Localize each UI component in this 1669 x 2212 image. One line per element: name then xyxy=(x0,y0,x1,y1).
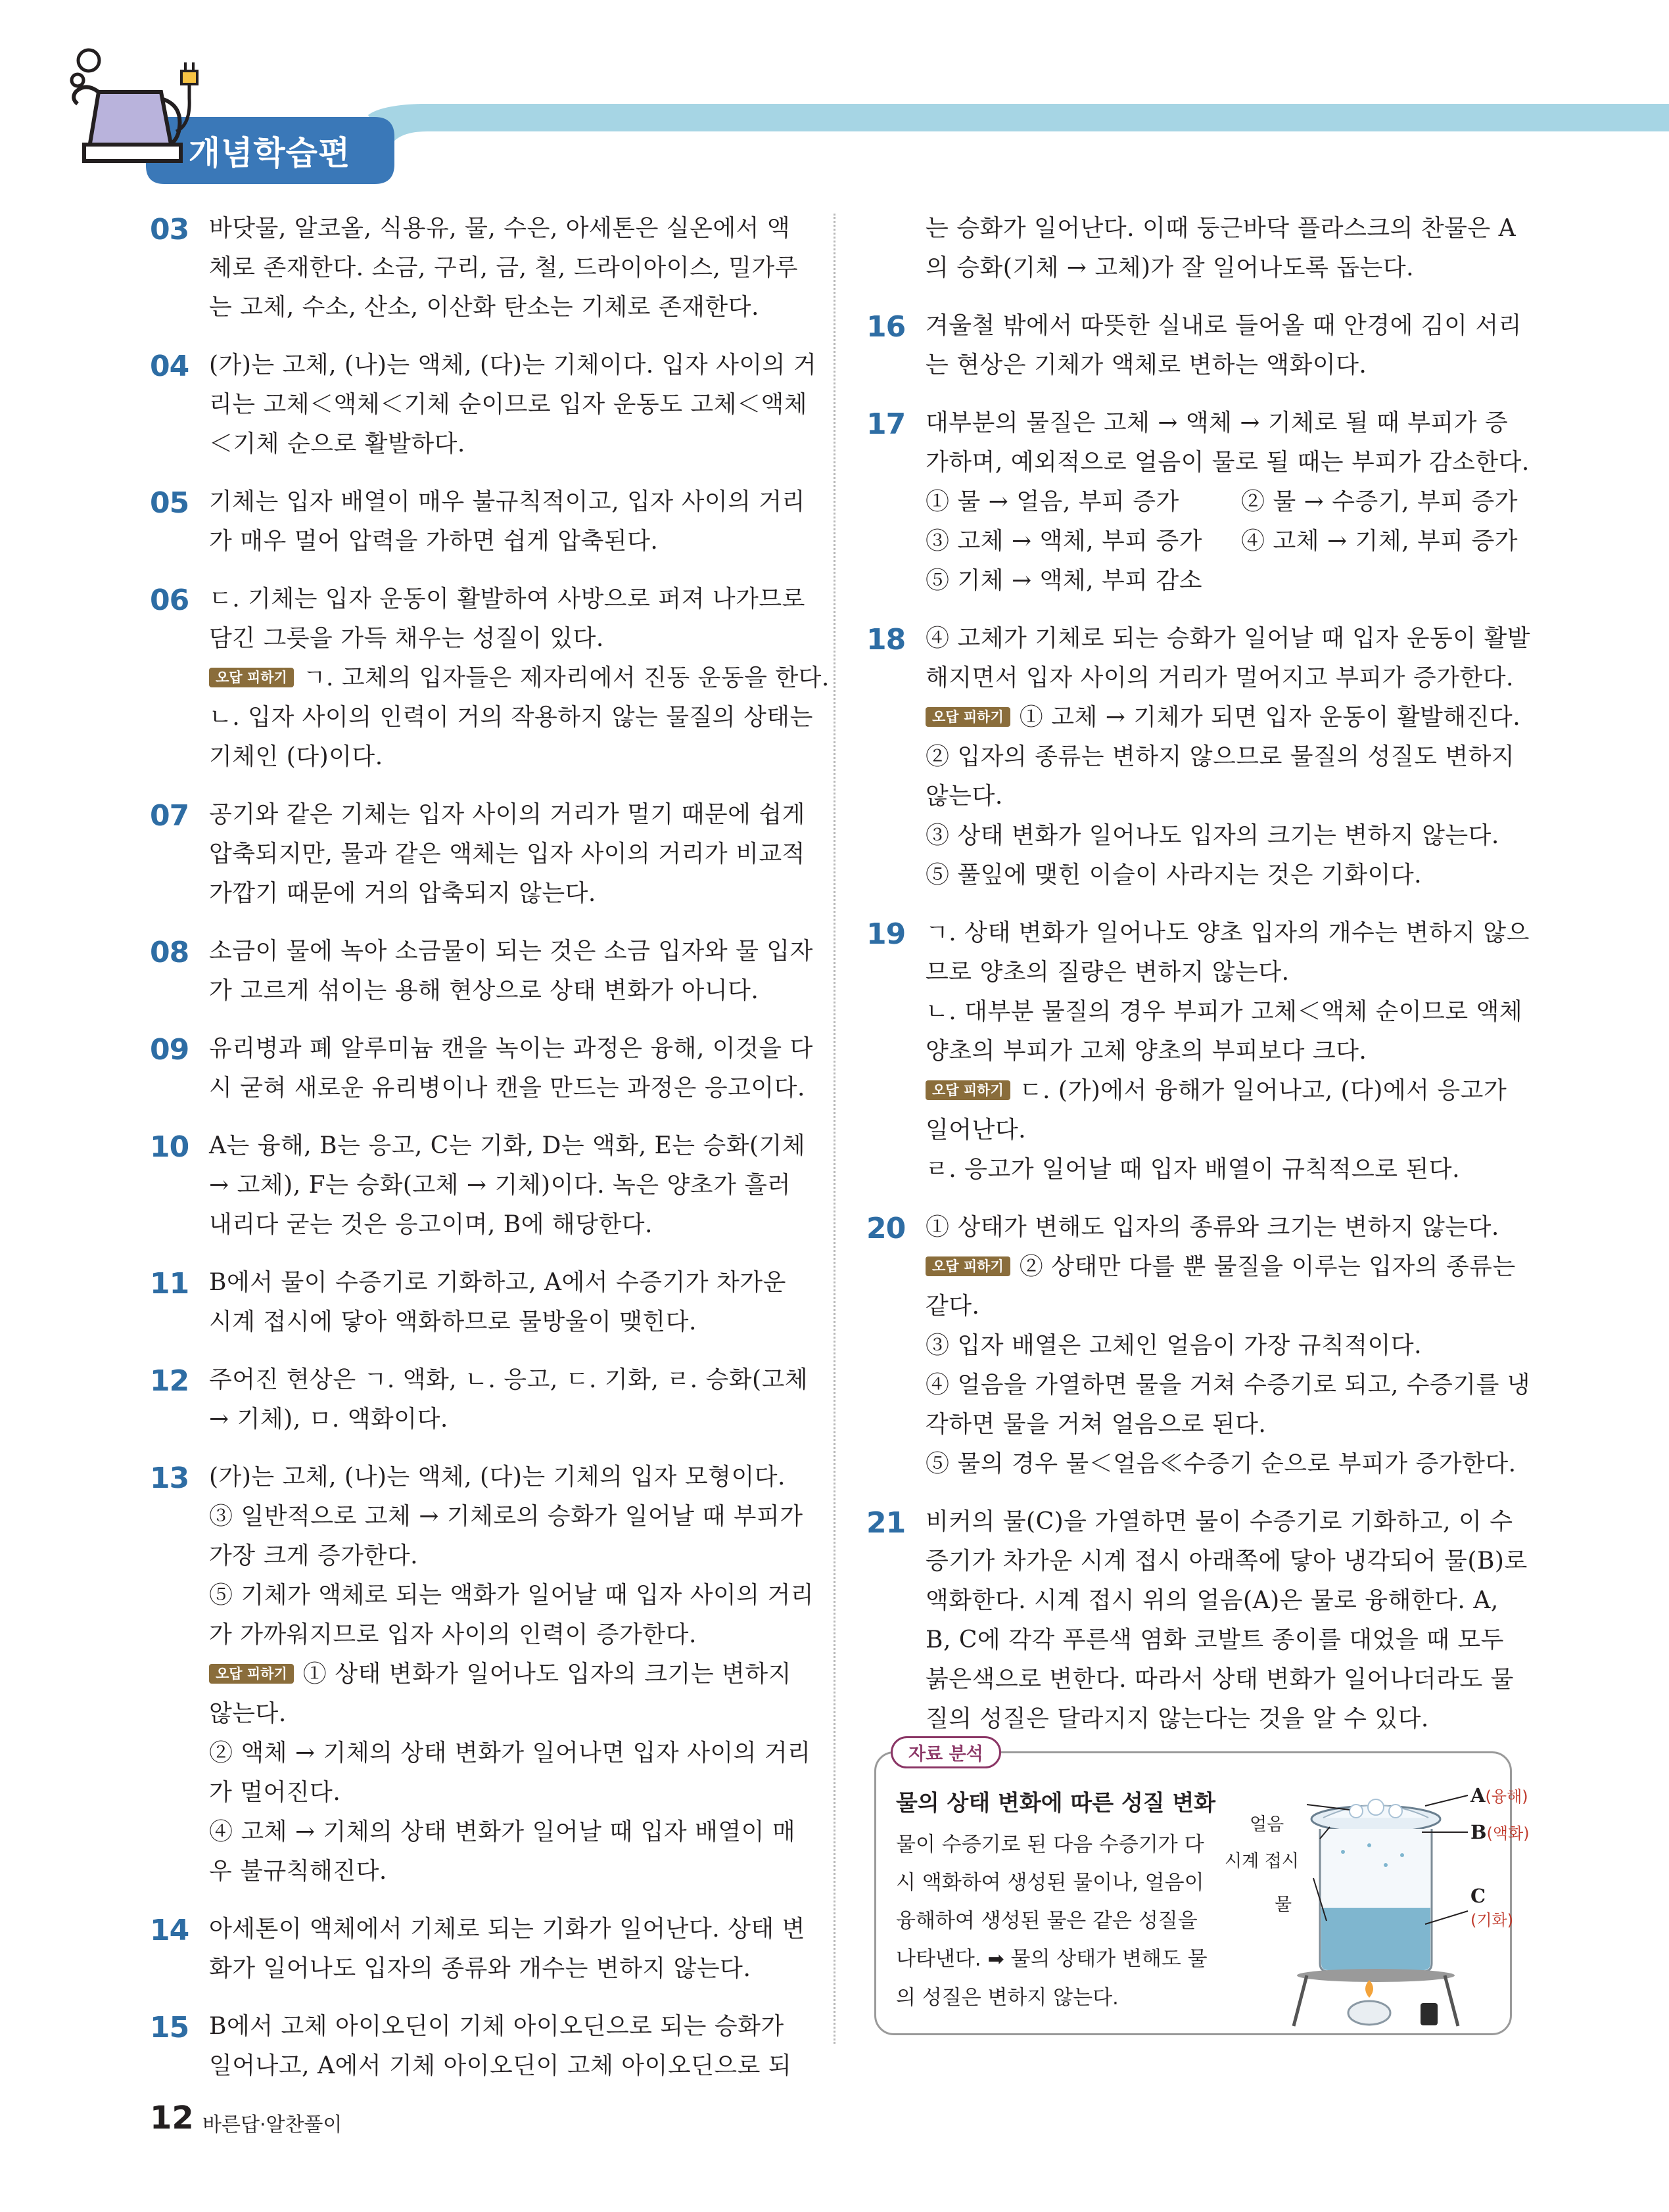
badge-line xyxy=(926,1247,1518,1287)
analysis-line: 시 액화하여 생성된 물이나, 얼음이 xyxy=(896,1871,1204,1895)
item-line: 의 승화(기체 → 고체)가 잘 일어나도록 돕는다. xyxy=(926,254,1415,281)
item-line: 가 가까워지므로 입자 사이의 인력이 증가한다. xyxy=(209,1621,697,1648)
item-number: 18 xyxy=(866,623,906,657)
item-line: ⑤ 기체가 액체로 되는 액화가 일어날 때 입자 사이의 거리 xyxy=(209,1582,814,1609)
right-column xyxy=(866,209,1531,1757)
option-list xyxy=(926,482,1518,601)
item-number: 15 xyxy=(150,2011,189,2044)
footer-title: 바른답·알찬풀이 xyxy=(202,2113,342,2136)
item-number: 11 xyxy=(150,1267,189,1301)
item-line: 비커의 물(C)을 가열하면 물이 수증기로 기화하고, 이 수 xyxy=(926,1508,1513,1535)
item-number: 14 xyxy=(150,1914,189,1947)
answer-item xyxy=(866,306,1522,385)
answer-item xyxy=(150,932,813,1011)
answer-item xyxy=(866,1502,1528,1739)
item-line: 해지면서 입자 사이의 거리가 멀어지고 부피가 증가한다. xyxy=(926,664,1514,691)
item-line: 일어난다. xyxy=(926,1117,1027,1143)
item-line: 양초의 부피가 고체 양초의 부피보다 크다. xyxy=(926,1038,1367,1065)
wrong-answer-badge: 오답 피하기 xyxy=(209,668,294,687)
label-a xyxy=(1470,1784,1528,1807)
analysis-line xyxy=(896,1940,1238,1979)
item-line: → 고체), F는 승화(고체 → 기체)이다. 녹은 양초가 흘러 xyxy=(209,1172,791,1199)
label-a-note: (융해) xyxy=(1485,1787,1528,1806)
arrow-right-icon: ➡ xyxy=(987,1948,1004,1971)
item-line: ② 액체 → 기체의 상태 변화가 일어나면 입자 사이의 거리 xyxy=(209,1740,811,1766)
left-column xyxy=(150,209,830,2104)
item-line: (가)는 고체, (나)는 액체, (다)는 기체의 입자 모형이다. xyxy=(209,1463,786,1490)
badge-line-text: ② 상태만 다를 뿐 물질을 이루는 입자의 종류는 xyxy=(1019,1253,1516,1280)
badge-line-text: ① 상태 변화가 일어나도 입자의 크기는 변하지 xyxy=(302,1661,791,1688)
item-number: 13 xyxy=(150,1462,189,1495)
item-line: 가하며, 예외적으로 얼음이 물로 될 때는 부피가 감소한다. xyxy=(926,449,1530,476)
item-line: ㄷ. 기체는 입자 운동이 활발하여 사방으로 퍼져 나가므로 xyxy=(209,586,805,612)
item-number: 03 xyxy=(150,213,189,246)
answer-item xyxy=(150,795,805,913)
label-watch-glass: 시계 접시 xyxy=(1225,1851,1299,1872)
item-line: ＜기체 순으로 활발하다. xyxy=(209,430,465,457)
item-line: 므로 양초의 질량은 변하지 않는다. xyxy=(926,959,1290,986)
item-line: 화가 일어나도 입자의 종류와 개수는 변하지 않는다. xyxy=(209,1955,751,1982)
badge-line-text: ① 고체 → 기체가 되면 입자 운동이 활발해진다. xyxy=(1019,704,1521,731)
item-line: ㄹ. 응고가 일어날 때 입자 배열이 규칙적으로 된다. xyxy=(926,1156,1461,1183)
item-line: ㄱ. 상태 변화가 일어나도 양초 입자의 개수는 변하지 않으 xyxy=(926,919,1530,946)
item-number: 16 xyxy=(866,310,906,344)
option-item: ② 물 → 수증기, 부피 증가 xyxy=(1241,488,1518,515)
item-line: 않는다. xyxy=(209,1700,287,1727)
page-header xyxy=(0,0,1669,197)
item-line: 같다. xyxy=(926,1293,980,1320)
answer-item xyxy=(866,403,1530,601)
answer-item xyxy=(150,1126,806,1245)
item-line: → 기체), ㅁ. 액화이다. xyxy=(209,1406,448,1433)
option-item: ④ 고체 → 기체, 부피 증가 xyxy=(1241,528,1518,555)
item-line: 주어진 현상은 ㄱ. 액화, ㄴ. 응고, ㄷ. 기화, ㄹ. 승화(고체 xyxy=(209,1366,809,1393)
wrong-answer-badge: 오답 피하기 xyxy=(926,707,1010,727)
label-c-letter: C xyxy=(1470,1885,1486,1907)
item-number: 10 xyxy=(150,1130,189,1164)
item-line: 체로 존재한다. 소금, 구리, 금, 철, 드라이아이스, 밀가루 xyxy=(209,254,799,281)
option-item: ⑤ 기체 → 액체, 부피 감소 xyxy=(926,567,1203,594)
label-ice: 얼음 xyxy=(1250,1814,1284,1835)
item-line: A는 융해, B는 응고, C는 기화, D는 액화, E는 승화(기체 xyxy=(209,1132,806,1159)
page-number: 12 xyxy=(150,2100,194,2136)
item-number: 07 xyxy=(150,799,189,833)
column-divider xyxy=(834,214,835,2044)
label-b-note: (액화) xyxy=(1486,1824,1530,1843)
item-line: 는 고체, 수소, 산소, 이산화 탄소는 기체로 존재한다. xyxy=(209,294,759,321)
item-line: ⑤ 물의 경우 물＜얼음≪수증기 순으로 부피가 증가한다. xyxy=(926,1450,1516,1477)
answer-item xyxy=(150,1458,814,1891)
analysis-line: 의 성질은 변하지 않는다. xyxy=(896,1986,1119,2010)
label-water: 물 xyxy=(1275,1895,1292,1915)
item-line: 내리다 굳는 것은 응고이며, B에 해당한다. xyxy=(209,1211,653,1238)
wrong-answer-badge: 오답 피하기 xyxy=(926,1080,1010,1100)
item-number: 09 xyxy=(150,1033,189,1067)
badge-line xyxy=(209,1655,797,1694)
item-line: 겨울철 밖에서 따뜻한 실내로 들어올 때 안경에 김이 서리 xyxy=(926,312,1522,339)
item-line: ④ 얼음을 가열하면 물을 거쳐 수증기로 되고, 수증기를 냉 xyxy=(926,1371,1531,1398)
item-line: 우 불규칙해진다. xyxy=(209,1858,387,1885)
item-line: B에서 물이 수증기로 기화하고, A에서 수증기가 차가운 xyxy=(209,1269,786,1296)
item-number: 06 xyxy=(150,584,189,617)
item-line: 증기가 차가운 시계 접시 아래쪽에 닿아 냉각되어 물(B)로 xyxy=(926,1548,1528,1575)
item-line: 붉은색으로 변한다. 따라서 상태 변화가 일어나더라도 물 xyxy=(926,1666,1514,1693)
badge-line xyxy=(926,698,1521,737)
item-line: ㄴ. 대부분 물질의 경우 부피가 고체＜액체 순이므로 액체 xyxy=(926,998,1523,1025)
answer-item xyxy=(150,346,817,464)
answer-item xyxy=(150,1910,805,1989)
section-label: 개념학습편 xyxy=(188,134,351,172)
item-line: 시계 접시에 닿아 액화하므로 물방울이 맺힌다. xyxy=(209,1308,697,1335)
item-line: 공기와 같은 기체는 입자 사이의 거리가 멀기 때문에 쉽게 xyxy=(209,801,805,828)
item-line: ㄴ. 입자 사이의 인력이 거의 작용하지 않는 물질의 상태는 xyxy=(209,704,813,731)
answer-item xyxy=(150,482,805,561)
item-number: 04 xyxy=(150,350,189,383)
item-line: 리는 고체＜액체＜기체 순이므로 입자 운동도 고체＜액체 xyxy=(209,391,808,418)
label-b xyxy=(1470,1820,1530,1843)
badge-line-text: ㄷ. (가)에서 융해가 일어나고, (다)에서 응고가 xyxy=(1019,1077,1507,1104)
wrong-answer-badge: 오답 피하기 xyxy=(926,1256,1010,1276)
item-line: ④ 고체가 기체로 되는 승화가 일어날 때 입자 운동이 활발 xyxy=(926,625,1531,652)
item-line: 액화한다. 시계 접시 위의 얼음(A)은 물로 융해한다. A, xyxy=(926,1587,1499,1614)
badge-line xyxy=(209,658,830,698)
item-line: 기체는 입자 배열이 매우 불규칙적이고, 입자 사이의 거리 xyxy=(209,488,805,515)
header-band xyxy=(368,104,1669,151)
item-line: ③ 상태 변화가 일어나도 입자의 크기는 변하지 않는다. xyxy=(926,822,1499,849)
item-line: ③ 일반적으로 고체 → 기체로의 승화가 일어날 때 부피가 xyxy=(209,1503,803,1530)
analysis-box xyxy=(874,1744,1530,2035)
answer-item xyxy=(150,1360,809,1439)
item-line: 는 현상은 기체가 액체로 변하는 액화이다. xyxy=(926,352,1367,379)
item-number: 12 xyxy=(150,1364,189,1398)
item-line: 유리병과 폐 알루미늄 캔을 녹이는 과정은 융해, 이것을 다 xyxy=(209,1035,813,1062)
item-line: 소금이 물에 녹아 소금물이 되는 것은 소금 입자와 물 입자 xyxy=(209,938,813,965)
item-number: 21 xyxy=(866,1506,906,1540)
answer-item xyxy=(866,913,1530,1189)
item-number: 19 xyxy=(866,917,906,951)
option-item: ① 물 → 얼음, 부피 증가 xyxy=(926,488,1179,515)
item-line: 시 굳혀 새로운 유리병이나 캔을 만드는 과정은 응고이다. xyxy=(209,1074,805,1101)
label-a-letter: A xyxy=(1470,1784,1486,1807)
item-line: (가)는 고체, (나)는 액체, (다)는 기체이다. 입자 사이의 거 xyxy=(209,352,817,379)
item-line: 는 승화가 일어난다. 이때 둥근바닥 플라스크의 찬물은 A xyxy=(926,215,1516,242)
item-number: 08 xyxy=(150,936,189,969)
analysis-line-b: 물의 상태가 변해도 물 xyxy=(1010,1947,1208,1971)
analysis-line-a: 나타낸다. xyxy=(896,1947,981,1971)
wrong-answer-badge: 오답 피하기 xyxy=(209,1664,294,1684)
item-line: ④ 고체 → 기체의 상태 변화가 일어날 때 입자 배열이 매 xyxy=(209,1818,796,1845)
label-c xyxy=(1470,1885,1513,1930)
option-item: ③ 고체 → 액체, 부피 증가 xyxy=(926,528,1203,555)
item-line: ⑤ 풀잎에 맺힌 이슬이 사라지는 것은 기화이다. xyxy=(926,862,1422,888)
item-number: 20 xyxy=(866,1212,906,1245)
item-line: 압축되지만, 물과 같은 액체는 입자 사이의 거리가 비교적 xyxy=(209,841,805,867)
answer-item xyxy=(866,209,1518,288)
item-number: 05 xyxy=(150,486,189,520)
answer-item xyxy=(866,1208,1531,1484)
analysis-tag: 자료 분석 xyxy=(891,1736,1001,1768)
answer-item xyxy=(150,2007,797,2086)
item-number: 17 xyxy=(866,407,906,441)
item-line: 가 멀어진다. xyxy=(209,1779,341,1806)
item-line: B, C에 각각 푸른색 염화 코발트 종이를 대었을 때 모두 xyxy=(926,1626,1504,1653)
item-line: 가깝기 때문에 거의 압축되지 않는다. xyxy=(209,880,596,907)
analysis-text xyxy=(896,1826,1238,2017)
item-line: 각하면 물을 거쳐 얼음으로 된다. xyxy=(926,1411,1267,1438)
item-line: 가 매우 멀어 압력을 가하면 쉽게 압축된다. xyxy=(209,528,659,555)
item-line: 기체인 (다)이다. xyxy=(209,743,383,770)
item-line: 아세톤이 액체에서 기체로 되는 기화가 일어난다. 상태 변 xyxy=(209,1916,805,1943)
answer-item xyxy=(150,209,797,327)
item-line: 바닷물, 알코올, 식용유, 물, 수은, 아세톤은 실온에서 액 xyxy=(209,215,791,242)
item-line: ① 상태가 변해도 입자의 종류와 크기는 변하지 않는다. xyxy=(926,1214,1499,1241)
item-line: 일어나고, A에서 기체 아이오딘이 고체 아이오딘으로 되 xyxy=(209,2052,792,2079)
answer-item xyxy=(150,1029,813,1108)
item-line: B에서 고체 아이오딘이 기체 아이오딘으로 되는 승화가 xyxy=(209,2013,784,2040)
answer-item xyxy=(150,1263,797,1342)
answer-item xyxy=(150,580,830,777)
label-b-letter: B xyxy=(1470,1821,1487,1843)
analysis-title: 물의 상태 변화에 따른 성질 변화 xyxy=(896,1790,1216,1816)
item-line: 가장 크게 증가한다. xyxy=(209,1542,419,1569)
analysis-line: 물이 수증기로 된 다음 수증기가 다 xyxy=(896,1833,1204,1856)
item-line: 담긴 그릇을 가득 채우는 성질이 있다. xyxy=(209,625,604,652)
label-c-note: (기화) xyxy=(1470,1911,1514,1929)
item-line: 대부분의 물질은 고체 → 액체 → 기체로 될 때 부피가 증 xyxy=(926,409,1509,436)
item-line: 가 고르게 섞이는 용해 현상으로 상태 변화가 아니다. xyxy=(209,977,759,1004)
badge-line xyxy=(926,1071,1518,1111)
item-line: ② 입자의 종류는 변하지 않으므로 물질의 성질도 변하지 xyxy=(926,743,1515,770)
analysis-line: 융해하여 생성된 물은 같은 성질을 xyxy=(896,1909,1198,1933)
badge-line-text: ㄱ. 고체의 입자들은 제자리에서 진동 운동을 한다. xyxy=(302,664,830,691)
item-line: ③ 입자 배열은 고체인 얼음이 가장 규칙적이다. xyxy=(926,1332,1422,1359)
item-line: 않는다. xyxy=(926,783,1003,810)
answer-item xyxy=(866,619,1531,895)
item-line: 질의 성질은 달라지지 않는다는 것을 알 수 있다. xyxy=(926,1705,1429,1732)
